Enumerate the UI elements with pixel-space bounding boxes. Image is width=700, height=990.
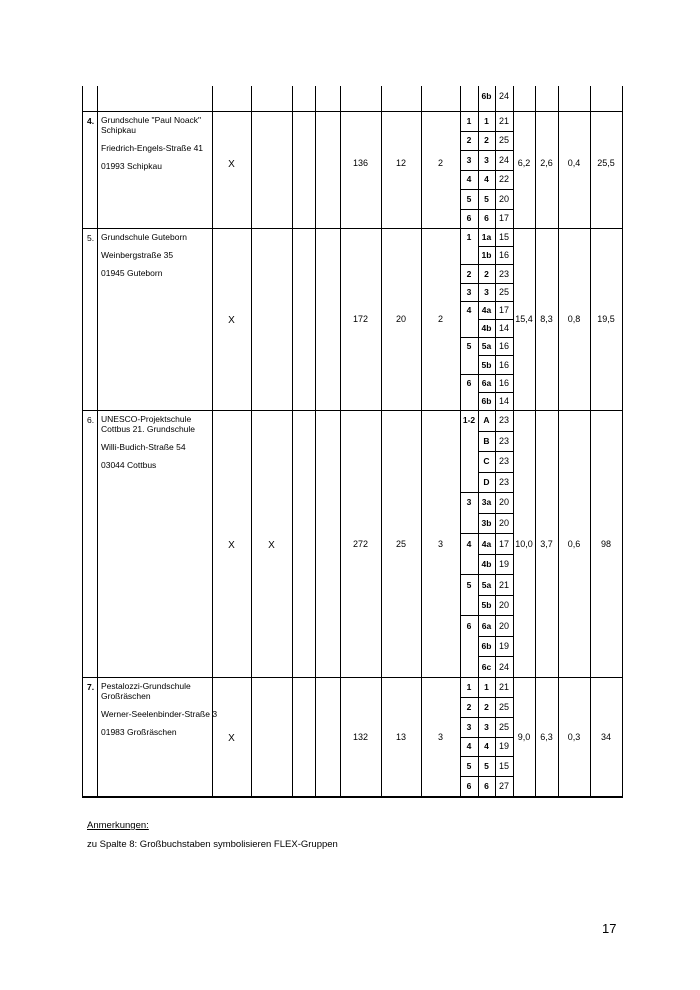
count-cell: 19 (498, 559, 509, 570)
count-cell: 20 (498, 517, 509, 528)
table-rule (478, 392, 514, 393)
count-cell: 25 (498, 701, 509, 712)
class-cell: 5a (481, 341, 492, 352)
mark-cell: X (268, 539, 275, 551)
table-rule (558, 86, 559, 796)
class-cell: A (483, 415, 490, 426)
table-rule (460, 776, 514, 777)
school-name-line2: Cottbus 21. Grundschule (101, 424, 196, 434)
class-cell: 6b (481, 91, 492, 101)
grade-cell: 6 (466, 781, 472, 792)
grade-cell: 4 (466, 538, 472, 549)
grade-cell: 5 (466, 341, 472, 352)
table-rule (478, 319, 514, 320)
table-rule (315, 86, 316, 796)
count-cell: 25 (498, 721, 509, 732)
value-cell: 2 (437, 314, 443, 324)
count-cell: 24 (498, 154, 509, 165)
school-number: 5. (87, 233, 95, 243)
table-rule (460, 189, 514, 190)
class-cell: 2 (484, 135, 489, 146)
class-cell: 3 (484, 154, 489, 165)
value-cell: 3,7 (540, 538, 553, 549)
grade-cell: 6 (466, 620, 472, 631)
table-rule (421, 86, 422, 796)
grade-cell: 3 (466, 721, 472, 732)
count-cell: 21 (498, 681, 509, 692)
table-rule (460, 131, 514, 132)
school-name: Grundschule Guteborn (101, 232, 187, 242)
count-cell: 20 (498, 600, 509, 611)
class-cell: 1b (481, 250, 492, 261)
grade-cell: 2 (466, 701, 472, 712)
table-rule (478, 246, 514, 247)
table-rule (340, 86, 341, 796)
table-rule (478, 595, 514, 596)
class-cell: 4a (481, 304, 492, 315)
table-rule (590, 86, 591, 796)
class-cell: 5b (481, 359, 492, 370)
table-rule (460, 374, 514, 375)
class-cell: 6b (481, 395, 492, 406)
grade-cell: 2 (466, 268, 472, 279)
class-cell: 6a (481, 620, 492, 631)
grade-cell: 6 (466, 213, 472, 224)
class-cell: 4b (481, 323, 492, 334)
table-rule (82, 86, 83, 796)
table-rule (97, 86, 98, 796)
class-cell: 4a (481, 538, 492, 549)
table-rule (381, 86, 382, 796)
class-cell: 6 (484, 781, 489, 792)
count-cell: 20 (498, 193, 509, 204)
table-rule (460, 209, 514, 210)
table-rule (460, 737, 514, 738)
table-rule (460, 492, 514, 493)
table-rule (292, 86, 293, 796)
students-cell: 272 (352, 538, 369, 549)
count-cell: 25 (498, 286, 509, 297)
mark-cell: X (228, 159, 235, 170)
class-cell: 3 (484, 721, 489, 732)
page-number: 17 (602, 921, 617, 936)
school-name-line2: Großräschen (101, 691, 151, 701)
class-cell: 1 (484, 681, 489, 692)
table-rule (460, 170, 514, 171)
table-rule (460, 301, 514, 302)
class-cell: 1 (484, 115, 489, 126)
class-cell: 5 (484, 193, 489, 204)
class-cell: 6c (481, 661, 492, 672)
table-rule (82, 677, 623, 678)
table-rule (82, 796, 623, 798)
count-cell: 16 (498, 377, 509, 388)
school-name: UNESCO-Projektschule (101, 414, 192, 424)
value-cell: 19,5 (597, 314, 615, 324)
table-rule (460, 337, 514, 338)
students-cell: 132 (352, 731, 369, 742)
class-cell: D (483, 476, 490, 487)
value-cell: 10,0 (515, 538, 533, 549)
value-cell: 9,0 (517, 731, 531, 742)
table-rule (82, 111, 623, 112)
grade-cell: 6 (466, 377, 472, 388)
count-cell: 16 (498, 250, 509, 261)
value-cell: 3 (437, 731, 443, 742)
table-rule (82, 228, 623, 229)
table-rule (460, 615, 514, 616)
school-city: 01993 Schipkau (101, 161, 162, 171)
grade-cell: 3 (466, 286, 472, 297)
table-rule (251, 86, 252, 796)
table-rule (460, 533, 514, 534)
school-number: 6. (87, 415, 95, 425)
table-rule (478, 554, 514, 555)
count-cell: 16 (498, 359, 509, 370)
count-cell: 25 (498, 135, 509, 146)
value-cell: 6,3 (540, 731, 553, 742)
class-cell: 6a (481, 377, 492, 388)
table-rule (460, 283, 514, 284)
count-cell: 21 (498, 579, 509, 590)
teachers-cell: 13 (395, 731, 406, 742)
count-cell: 15 (498, 761, 509, 772)
count-cell: 16 (498, 341, 509, 352)
count-cell: 17 (498, 213, 509, 224)
school-city: 01945 Guteborn (101, 268, 163, 278)
class-cell: 4b (481, 559, 492, 570)
count-cell: 19 (498, 641, 509, 652)
school-name-line2: Schipkau (101, 125, 136, 135)
table-rule (460, 717, 514, 718)
class-cell: 2 (484, 701, 489, 712)
value-cell: 0,6 (567, 538, 581, 549)
table-rule (622, 86, 623, 796)
count-cell: 24 (498, 91, 509, 101)
school-name: Grundschule "Paul Noack" (101, 115, 202, 125)
school-street: Willi-Budich-Straße 54 (101, 442, 186, 452)
count-cell: 19 (498, 741, 509, 752)
mark-cell: X (228, 315, 235, 326)
grade-cell: 5 (466, 761, 472, 772)
count-cell: 23 (498, 456, 509, 467)
grade-cell: 1 (466, 681, 472, 692)
count-cell: 17 (498, 538, 509, 549)
table-rule (478, 472, 514, 473)
class-cell: 2 (484, 268, 489, 279)
mark-cell: X (228, 539, 235, 551)
count-cell: 23 (498, 435, 509, 446)
table-rule (460, 150, 514, 151)
count-cell: 14 (498, 323, 509, 334)
table-rule (478, 656, 514, 657)
class-cell: 5b (481, 600, 492, 611)
value-cell: 2 (437, 158, 443, 168)
value-cell: 3 (437, 538, 443, 549)
class-cell: 1a (481, 232, 492, 243)
notes-text: zu Spalte 8: Großbuchstaben symbolisieren FLEX-Gruppen (87, 839, 338, 850)
table-rule (478, 636, 514, 637)
count-cell: 14 (498, 395, 509, 406)
table-rule (535, 86, 536, 796)
count-cell: 22 (498, 174, 509, 185)
table-rule (478, 451, 514, 452)
table-rule (212, 86, 213, 796)
value-cell: 98 (600, 538, 611, 549)
grade-cell: 3 (466, 497, 472, 508)
table-rule (478, 513, 514, 514)
value-cell: 0,8 (567, 314, 581, 324)
count-cell: 27 (498, 781, 509, 792)
value-cell: 6,2 (517, 158, 531, 168)
mark-cell: X (228, 732, 235, 744)
table-rule (460, 756, 514, 757)
school-number: 7. (87, 682, 95, 692)
class-cell: 3a (481, 497, 492, 508)
class-cell: 4 (484, 741, 489, 752)
grade-cell: 5 (466, 193, 472, 204)
table-rule (460, 264, 514, 265)
grade-cell: 5 (466, 579, 472, 590)
value-cell: 8,3 (540, 314, 553, 324)
count-cell: 20 (498, 497, 509, 508)
class-cell: 6 (484, 213, 489, 224)
grade-cell: 4 (466, 741, 472, 752)
class-cell: 5a (481, 579, 492, 590)
value-cell: 0,4 (567, 158, 581, 168)
grade-cell: 2 (466, 135, 472, 146)
table-rule (82, 410, 623, 411)
class-cell: 4 (484, 174, 489, 185)
count-cell: 20 (498, 620, 509, 631)
class-cell: B (483, 435, 490, 446)
value-cell: 25,5 (597, 158, 615, 168)
school-name: Pestalozzi-Grundschule (101, 681, 191, 691)
teachers-cell: 20 (395, 314, 406, 324)
school-city: 03044 Cottbus (101, 460, 157, 470)
grade-cell: 1-2 (462, 415, 476, 426)
class-cell: 3b (481, 517, 492, 528)
class-cell: 3 (484, 286, 489, 297)
count-cell: 23 (498, 476, 509, 487)
value-cell: 34 (600, 731, 611, 742)
grade-cell: 1 (466, 232, 472, 243)
school-number: 4. (87, 116, 95, 126)
school-street: Weinbergstraße 35 (101, 250, 174, 260)
teachers-cell: 25 (395, 538, 406, 549)
grade-cell: 3 (466, 154, 472, 165)
value-cell: 15,4 (515, 314, 533, 324)
school-city: 01983 Großräschen (101, 727, 177, 737)
students-cell: 136 (352, 158, 369, 168)
notes-heading: Anmerkungen: (87, 820, 149, 831)
table-rule (478, 355, 514, 356)
class-cell: C (483, 456, 490, 467)
count-cell: 17 (498, 304, 509, 315)
count-cell: 23 (498, 415, 509, 426)
class-cell: 6b (481, 641, 492, 652)
table-rule (460, 697, 514, 698)
table-rule (478, 431, 514, 432)
class-cell: 5 (484, 761, 489, 772)
count-cell: 23 (498, 268, 509, 279)
grade-cell: 4 (466, 304, 472, 315)
count-cell: 24 (498, 661, 509, 672)
count-cell: 21 (498, 115, 509, 126)
count-cell: 15 (498, 232, 509, 243)
table-rule (513, 86, 514, 796)
table-rule (460, 574, 514, 575)
grade-cell: 4 (466, 174, 472, 185)
teachers-cell: 12 (395, 158, 406, 168)
students-cell: 172 (352, 314, 369, 324)
school-street: Friedrich-Engels-Straße 41 (101, 143, 204, 153)
school-street: Werner-Seelenbinder-Straße 3 (101, 709, 218, 719)
grade-cell: 1 (466, 115, 472, 126)
value-cell: 2,6 (540, 158, 553, 168)
value-cell: 0,3 (567, 731, 581, 742)
